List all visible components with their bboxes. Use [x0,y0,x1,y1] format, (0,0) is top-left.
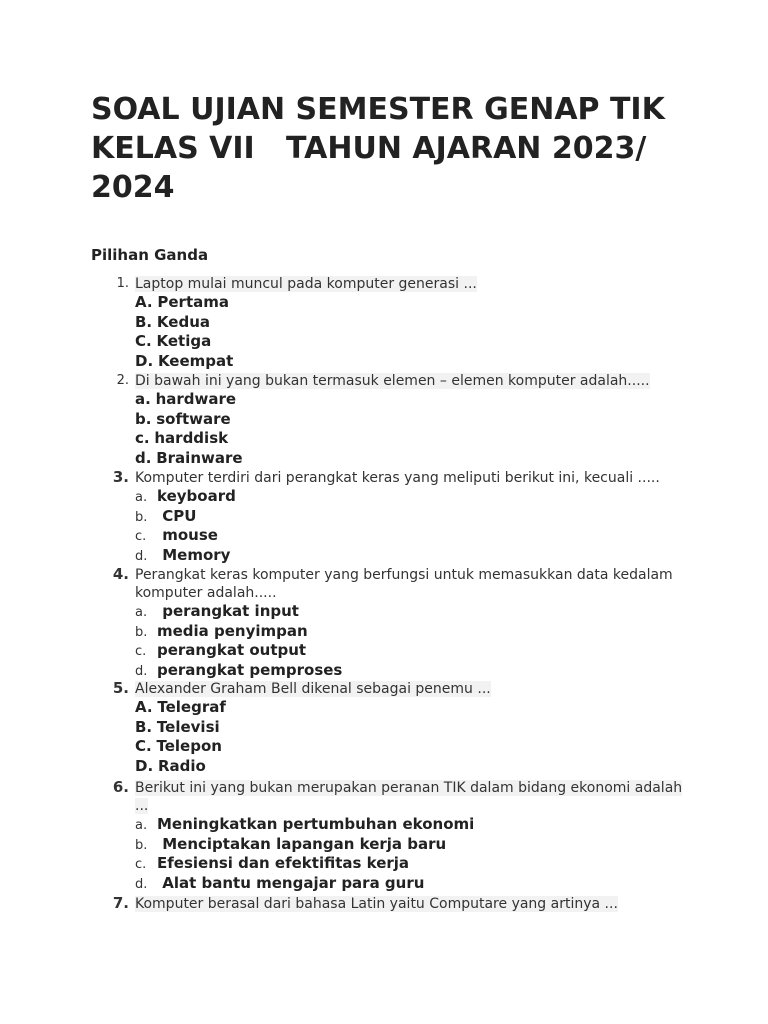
option-letter: C. [135,332,152,351]
option-item [135,352,691,372]
option-list [135,815,691,893]
option-letter: a. [135,390,151,408]
question-text [135,274,691,293]
question-text-content: Di bawah ini yang bukan termasuk elemen – elemen komputer adalah..... [135,373,650,389]
option-item [135,698,691,718]
option-item [135,815,691,835]
question-text-content: Alexander Graham Bell dikenal sebagai penemu ... [135,681,491,697]
option-letter: b. [135,624,148,640]
question-number: 1. [116,276,129,291]
option-list [135,390,691,468]
question-number: 4. [112,565,129,583]
option-letter: a. [135,818,148,833]
question-number: 5. [112,679,129,697]
option-letter: c. [135,857,147,873]
option-list [135,293,691,371]
option-letter: c. [135,644,147,660]
option-letter: B. [135,312,153,331]
option-text: Keempat [157,351,234,370]
option-letter: D. [135,756,154,775]
option-text: Televisi [156,717,220,736]
question-number: 2. [116,373,129,388]
question-number: 3. [112,468,129,486]
option-text: perangkat pemproses [157,660,343,679]
question-item [91,679,691,778]
question-text [135,894,691,913]
option-letter: d. [135,548,148,564]
option-text: CPU [157,506,197,525]
question-text-content: Komputer berasal dari bahasa Latin yaitu Computare yang artinya ... [135,896,618,912]
question-text [135,565,691,602]
option-item [135,332,691,352]
option-item [135,718,691,738]
option-text: harddisk [154,429,229,448]
option-item [135,293,691,313]
option-item [135,487,691,507]
option-letter: a. [135,605,148,620]
option-item [135,390,691,410]
option-text: Menciptakan lapangan kerja baru [157,834,447,853]
option-text: Kedua [156,312,210,331]
option-text: keyboard [157,487,236,505]
option-letter: A. [135,698,153,716]
question-item [91,468,691,565]
question-number: 6. [112,778,129,796]
option-text: Telegraf [157,698,226,716]
option-item [135,429,691,449]
option-letter: A. [135,293,153,311]
question-text [135,371,691,390]
option-letter: c. [135,429,150,448]
question-text-content: Komputer terdiri dari perangkat keras yang meliputi berikut ini, kecuali ..... [135,470,660,486]
option-item [135,835,691,855]
question-item [91,274,691,371]
question-item [91,565,691,679]
option-item [135,507,691,527]
option-item [135,449,691,469]
option-list [135,602,691,680]
option-letter: d. [135,876,148,892]
option-item [135,757,691,777]
question-item [91,894,691,916]
question-list [91,274,691,916]
option-text: software [156,409,231,428]
question-text [135,778,691,815]
option-item [135,602,691,622]
option-letter: b. [135,509,148,525]
option-letter: c. [135,529,147,545]
option-letter: d. [135,448,152,467]
option-text: Pertama [157,293,229,311]
document-title: SOAL UJIAN SEMESTER GENAP TIK KELAS VII TAHUN AJARAN 2023/ 2024 [91,92,676,205]
option-text: Efesiensi dan efektifitas kerja [157,854,410,873]
option-letter: a. [135,490,148,505]
option-text: Telepon [156,737,222,756]
option-text: mouse [157,526,218,545]
option-item [135,641,691,661]
option-item [135,546,691,566]
option-list [135,487,691,565]
option-item [135,313,691,333]
option-text: perangkat output [157,641,307,660]
option-item [135,661,691,681]
option-letter: d. [135,663,148,679]
option-item [135,854,691,874]
question-text-content: Berikut ini yang bukan merupakan peranan TIK dalam bidang ekonomi adalah ... [135,780,683,814]
question-number: 7. [112,894,129,912]
option-item [135,410,691,430]
option-text: media penyimpan [157,621,308,640]
option-text: Memory [157,545,231,564]
section-heading: Pilihan Ganda [91,246,209,264]
question-item [91,778,691,894]
option-text: Radio [157,756,206,775]
option-text: Brainware [156,448,243,467]
option-letter: D. [135,351,154,370]
option-text: Alat bantu mengajar para guru [157,873,425,892]
option-item [135,874,691,894]
option-letter: C. [135,737,152,756]
option-text: Meningkatkan pertumbuhan ekonomi [157,815,475,833]
option-item [135,737,691,757]
question-text-content: Perangkat keras komputer yang berfungsi untuk memasukkan data kedalam komputer adalah..... [135,567,673,601]
question-text-content: Laptop mulai muncul pada komputer generasi ... [135,276,477,292]
option-text: Ketiga [156,332,212,351]
option-item [135,526,691,546]
option-text: hardware [155,390,237,408]
option-letter: b. [135,837,148,853]
option-text: perangkat input [157,602,299,620]
option-letter: B. [135,717,153,736]
question-text [135,468,691,487]
option-item [135,622,691,642]
question-item [91,371,691,468]
option-list [135,698,691,776]
option-letter: b. [135,409,152,428]
question-text [135,679,691,698]
